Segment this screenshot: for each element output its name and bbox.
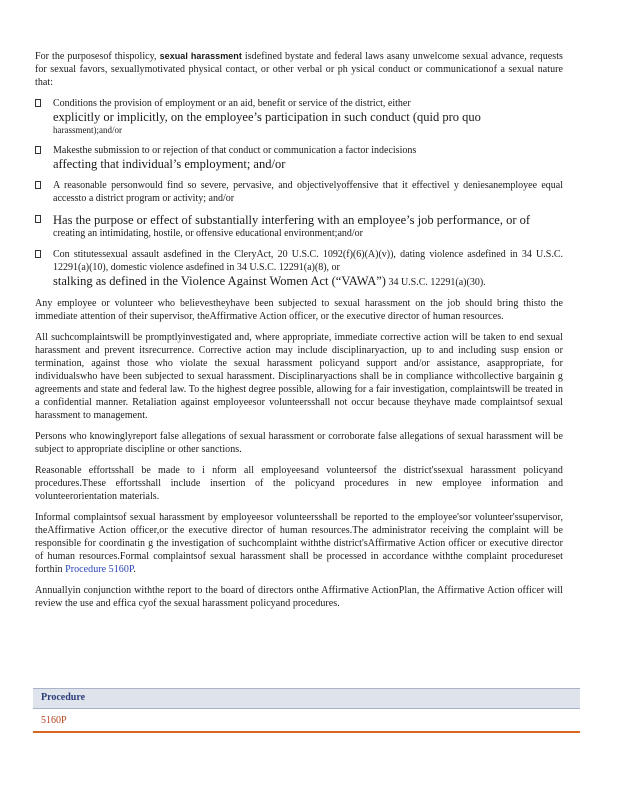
bullet-box-icon bbox=[35, 250, 41, 258]
divider-line bbox=[33, 731, 580, 733]
bullet-box-icon bbox=[35, 215, 41, 223]
bullet-text: A reasonable personwould find so severe, pervasive, and objectivelyoffensive that it effectivel y deniesanemployee equal accessto a district program or activity; and/or bbox=[53, 180, 563, 204]
procedure-label: Procedure bbox=[41, 692, 86, 703]
informal-end: . bbox=[133, 564, 136, 575]
bullet-item bbox=[35, 97, 563, 136]
bullet-text-large: explicitly or implicitly, on the employee’s participation in such conduct (quid pro quo bbox=[53, 110, 481, 124]
bullet-text: Conditions the provision of employment or an aid, benefit or service of the district, either bbox=[53, 98, 411, 109]
procedure-header-bar bbox=[33, 688, 580, 709]
bullet-box-icon bbox=[35, 181, 41, 189]
paragraph-information: Reasonable effortsshall be made to i nform all employeesand volunteersof the district'ssexual harassment policyand procedures.These effortsshall include insertion of the policyand procedures in new employee information and volunteerorientation materials. bbox=[35, 465, 563, 502]
paragraph-false-allegations: Persons who knowinglyreport false allegations of sexual harassment or corroborate false allegations of sexual harassment will be subject to appropriate discipline or other sanctions. bbox=[35, 431, 563, 455]
bullet-list bbox=[35, 97, 563, 289]
bullet-item bbox=[35, 144, 563, 171]
informal-text: Informal complaintsof sexual harassment by employeesor volunteersshall be reported to the employee'sor volunteer'ssupervisor, theAffirmative Action officer,or the executive director of human resources.The administrator receiving the complaint will be responsible for coordinatin g the investigation of suchcomplaint withthe district'sAffirmative Action officer or executive director of human resources.Formal complaintsof sexual harassment shall be processed in accordance withthe complaint procedureset forthin bbox=[35, 512, 563, 575]
bullet-text-large: affecting that individual’s employment; and/or bbox=[53, 157, 286, 171]
bullet-text-large: stalking as defined in the Violence Against Women Act (“VAWA”) bbox=[53, 274, 386, 288]
bullet-item bbox=[35, 248, 563, 289]
bullet-box-icon bbox=[35, 146, 41, 154]
bullet-text-large: Has the purpose or effect of substantially interfering with an employee’s job performance, or of bbox=[53, 213, 531, 227]
bullet-text: Makesthe submission to or rejection of that conduct or communication a factor indecisions bbox=[53, 145, 417, 156]
intro-paragraph bbox=[35, 50, 563, 89]
intro-term: sexual harassment bbox=[159, 51, 242, 61]
bullet-text-tail: creating an intimidating, hostile, or offensive educational environment;and/or bbox=[53, 228, 364, 239]
procedure-link[interactable]: Procedure 5160P bbox=[65, 564, 134, 575]
intro-text-a: For the purposesof thispolicy, bbox=[35, 51, 157, 62]
bullet-text-tail: harassment);and/or bbox=[53, 125, 122, 135]
paragraph-investigation: All suchcomplaintswill be promptlyinvestigated and, where appropriate, immediate corrective action will be taken to end sexual harassment and prevent itsrecurrence. Corrective action may include disciplinaryaction, up to and including susp ension or termination, against those who violate the sexual harassment policyand support and/or assistance, asappropriate, for individualswho have been subjected to sexual harassment. Disciplinaryactions shall be in compliance withcollective bargainin g agreements and state and federal law. To the highest degree possible, allowing for a fair investigation, complaintswill be treated in a confidential manner. Retaliation against employeesor volunteersshall not occur because theyhave made complaintsof sexual harassment to management. bbox=[35, 332, 563, 421]
procedure-code: 5160P bbox=[41, 715, 67, 726]
bullet-item bbox=[35, 213, 563, 240]
paragraph-informal-complaints bbox=[35, 511, 563, 576]
bullet-text-tail: 34 U.S.C. 12291(a)(30). bbox=[388, 277, 486, 288]
bullet-box-icon bbox=[35, 99, 41, 107]
bullet-item bbox=[35, 179, 563, 205]
intro-text-b: isdefined bystate and federal laws asany unwelcome sexual advance, requests for sexual favors, sexuallymotivated physical contact, or other verbal or ph ysical conduct or communicationof a sexual nature that: bbox=[35, 51, 563, 88]
paragraph-annual-review: Annuallyin conjunction withthe report to the board of directors onthe Affirmative ActionPlan, the Affirmative Action officer will review the use and effica cyof the sexual harassment policyand procedures. bbox=[35, 585, 563, 609]
policy-body bbox=[35, 50, 563, 618]
paragraph-reporting: Any employee or volunteer who believestheyhave been subjected to sexual harassment on the job should bring thisto the immediate attention of their supervisor, theAffirmative Action officer, or the executive director of human resources. bbox=[35, 298, 563, 322]
bullet-text: Con stitutessexual assault asdefined in the CleryAct, 20 U.S.C. 1092(f)(6)(A)(v)), dating violence asdefined in 34 U.S.C. 12291(a)(10), domestic violence asdefined in 34 U.S.C. 12291(a)(8), or bbox=[53, 249, 563, 273]
